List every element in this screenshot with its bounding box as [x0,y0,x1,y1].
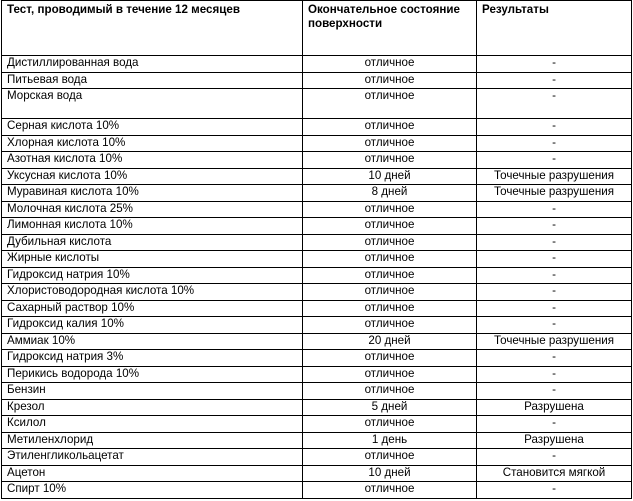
cell-test: Дистиллированная вода [2,56,303,73]
cell-state: 5 дней [303,399,477,416]
cell-state: отличное [303,350,477,367]
cell-state: отличное [303,449,477,466]
cell-state: отличное [303,201,477,218]
table-row [2,251,632,268]
cell-state: отличное [303,267,477,284]
cell-state: отличное [303,317,477,334]
header-results: Результаты [477,1,632,56]
table-row [2,333,632,350]
cell-result: - [477,300,632,317]
cell-state: отличное [303,482,477,499]
table-row [2,218,632,235]
cell-test: Аммиак 10% [2,333,303,350]
cell-result: - [477,383,632,400]
cell-test: Дубильная кислота [2,234,303,251]
table-row [2,383,632,400]
cell-test: Бензин [2,383,303,400]
table-row [2,89,632,119]
cell-result: - [477,317,632,334]
cell-state: 10 дней [303,168,477,185]
cell-state: отличное [303,383,477,400]
cell-result: - [477,119,632,136]
table-row [2,168,632,185]
cell-test: Спирт 10% [2,482,303,499]
cell-result: - [477,56,632,73]
table-row [2,482,632,499]
cell-state: отличное [303,152,477,169]
cell-result: Становится мягкой [477,465,632,482]
cell-result: - [477,482,632,499]
cell-test: Азотная кислота 10% [2,152,303,169]
cell-state: отличное [303,72,477,89]
table-row [2,152,632,169]
cell-result: Разрушена [477,399,632,416]
cell-state: отличное [303,89,477,119]
cell-result: Точечные разрушения [477,185,632,202]
cell-result: - [477,152,632,169]
resistance-table [1,0,632,499]
cell-test: Серная кислота 10% [2,119,303,136]
table-row [2,267,632,284]
cell-state: отличное [303,284,477,301]
cell-test: Хлористоводородная кислота 10% [2,284,303,301]
table-row [2,284,632,301]
cell-test: Ацетон [2,465,303,482]
table-row [2,56,632,73]
cell-result: - [477,218,632,235]
table-row [2,119,632,136]
table-row [2,72,632,89]
cell-test: Жирные кислоты [2,251,303,268]
cell-test: Морская вода [2,89,303,119]
cell-test: Уксусная кислота 10% [2,168,303,185]
cell-result: - [477,267,632,284]
table-row [2,465,632,482]
header-surface-state: Окончательное состояние поверхности [303,1,477,56]
cell-result: - [477,350,632,367]
cell-test: Метиленхлорид [2,432,303,449]
cell-test: Муравиная кислота 10% [2,185,303,202]
cell-test: Лимонная кислота 10% [2,218,303,235]
cell-result: Точечные разрушения [477,333,632,350]
table-row [2,449,632,466]
cell-result: - [477,201,632,218]
cell-test: Перикись водорода 10% [2,366,303,383]
table-row [2,201,632,218]
cell-state: отличное [303,56,477,73]
cell-result: - [477,89,632,119]
cell-result: Разрушена [477,432,632,449]
cell-state: отличное [303,366,477,383]
table-row [2,234,632,251]
cell-test: Ксилол [2,416,303,433]
cell-test: Этиленгликольацетат [2,449,303,466]
cell-result: - [477,366,632,383]
cell-result: - [477,72,632,89]
header-test: Тест, проводимый в течение 12 месяцев [2,1,303,56]
cell-state: 8 дней [303,185,477,202]
cell-result: - [477,234,632,251]
cell-test: Гидроксид натрия 10% [2,267,303,284]
cell-state: отличное [303,218,477,235]
cell-result: Точечные разрушения [477,168,632,185]
cell-result: - [477,135,632,152]
cell-test: Хлорная кислота 10% [2,135,303,152]
cell-result: - [477,449,632,466]
table-row [2,366,632,383]
table-row [2,432,632,449]
cell-test: Гидроксид калия 10% [2,317,303,334]
cell-test: Гидроксид натрия 3% [2,350,303,367]
cell-test: Молочная кислота 25% [2,201,303,218]
cell-state: отличное [303,251,477,268]
table-row [2,317,632,334]
cell-result: - [477,284,632,301]
table-row [2,300,632,317]
table-row [2,185,632,202]
cell-state: отличное [303,119,477,136]
table-row [2,416,632,433]
table-row [2,399,632,416]
cell-test: Крезол [2,399,303,416]
cell-test: Питьевая вода [2,72,303,89]
table-row [2,350,632,367]
cell-state: 1 день [303,432,477,449]
cell-state: отличное [303,300,477,317]
cell-state: отличное [303,234,477,251]
header-row [2,1,632,56]
cell-result: - [477,416,632,433]
cell-test: Сахарный раствор 10% [2,300,303,317]
cell-state: отличное [303,135,477,152]
cell-result: - [477,251,632,268]
cell-state: отличное [303,416,477,433]
table-row [2,135,632,152]
cell-state: 10 дней [303,465,477,482]
cell-state: 20 дней [303,333,477,350]
